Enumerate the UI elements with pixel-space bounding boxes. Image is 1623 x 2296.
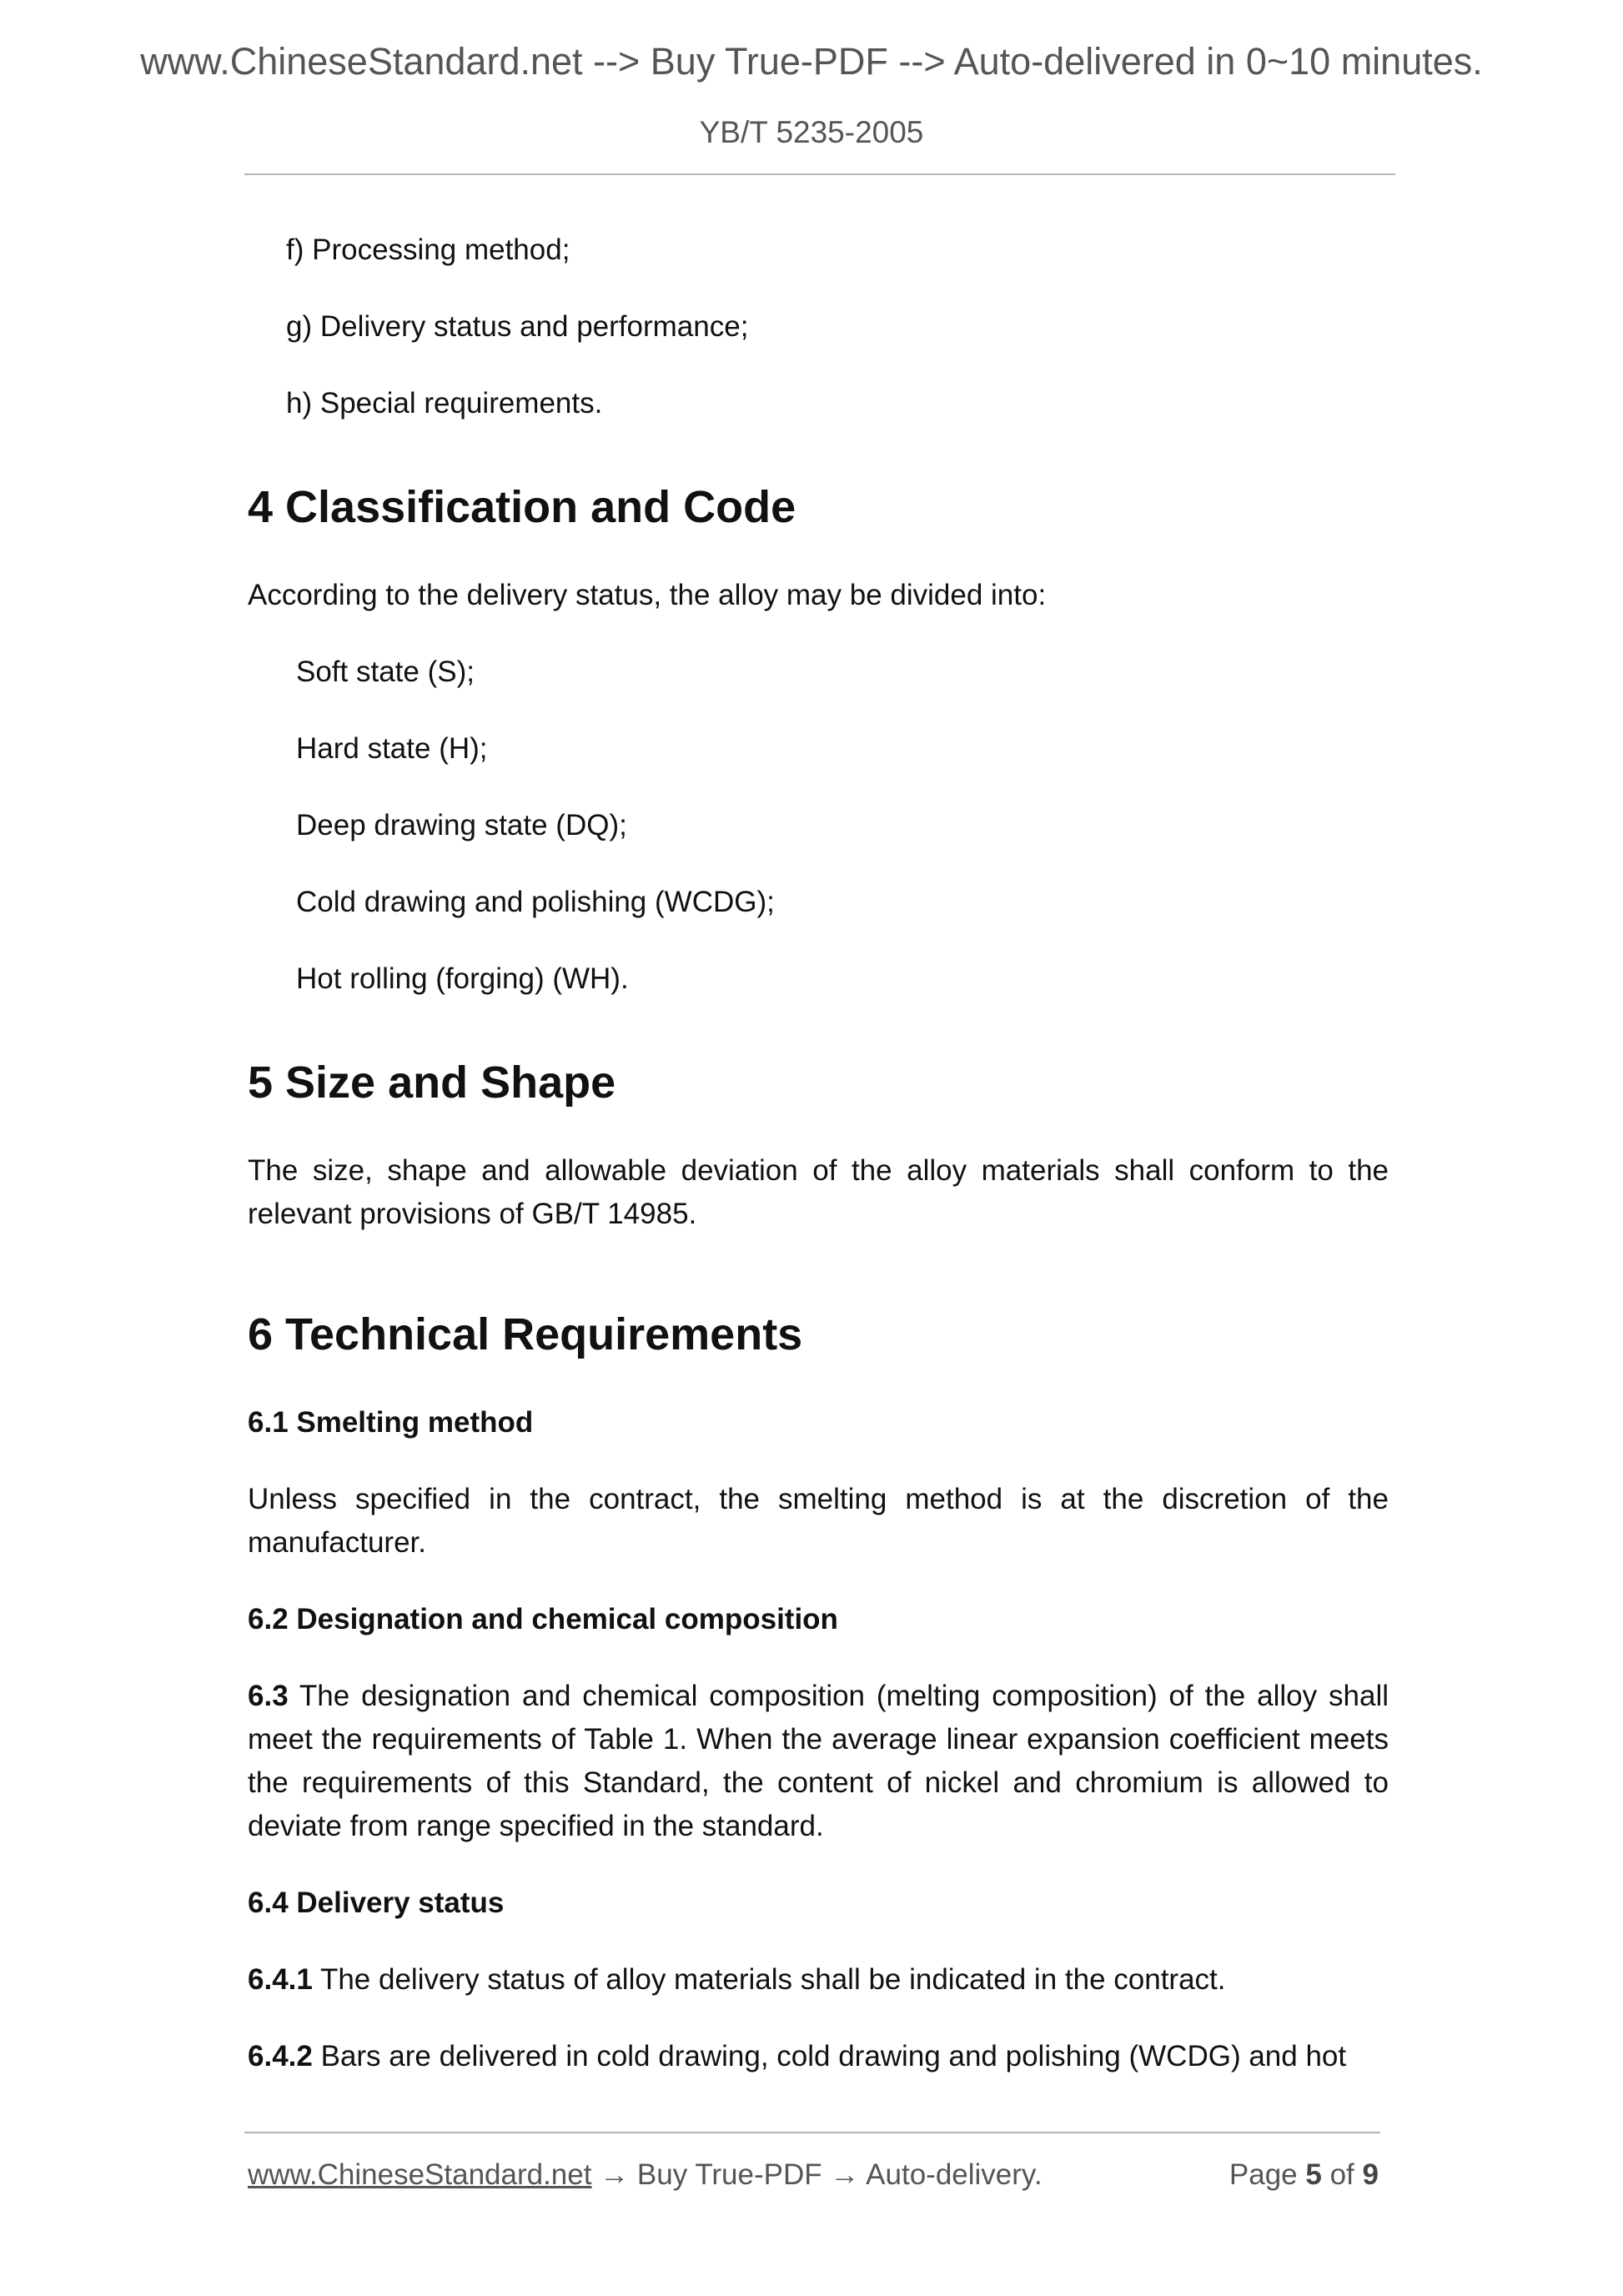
state-soft: Soft state (S); [296, 656, 475, 688]
list-item-f: f) Processing method; [286, 234, 570, 266]
footer-tagline: → Buy True-PDF → Auto-delivery. [591, 2158, 1043, 2191]
footer-divider [244, 2132, 1380, 2133]
page-label: Page [1229, 2158, 1298, 2191]
list-item-h: h) Special requirements. [286, 387, 603, 420]
page-footer [248, 2157, 1379, 2193]
standard-code: YB/T 5235-2005 [699, 115, 924, 149]
footer-site-link[interactable]: www.ChineseStandard.net [248, 2158, 592, 2191]
section-6-3-paragraph [248, 1675, 1389, 1848]
section-6-1-heading: 6.1 Smelting method [248, 1406, 534, 1439]
of-label: of [1329, 2158, 1354, 2191]
section-6-2-heading: 6.2 Designation and chemical composition [248, 1603, 838, 1635]
list-item-g: g) Delivery status and performance; [286, 310, 749, 343]
section-5-body: The size, shape and allowable deviation of the alloy materials shall conform to the relevant provisions of GB/T 14985. [248, 1154, 1389, 1230]
section-4-intro: According to the delivery status, the alloy may be divided into: [248, 579, 1047, 611]
header-divider [244, 173, 1395, 175]
section-6-4-2-body: Bars are delivered in cold drawing, cold drawing and polishing (WCDG) and hot [320, 2040, 1347, 2072]
section-6-4-heading: 6.4 Delivery status [248, 1887, 505, 1919]
section-6-3-body: The designation and chemical composition (melting composition) of the alloy shall meet the requirements of Table 1. When the average linear expansion coefficient meets the requirements of this Standard, the content of nickel and chromium is allowed to deviate from range specified in the standard. [248, 1680, 1389, 1842]
page-total: 9 [1362, 2158, 1379, 2191]
section-5-heading: 5 Size and Shape [248, 1058, 616, 1108]
section-6-4-1-number: 6.4.1 [248, 1963, 313, 1996]
site-banner: www.ChineseStandard.net --> Buy True-PDF --> Auto-delivered in 0~10 minutes. [140, 40, 1483, 83]
section-6-1-body: Unless specified in the contract, the smelting method is at the discretion of the manufacturer. [248, 1483, 1389, 1559]
section-6-4-1-paragraph [248, 1958, 1389, 2002]
section-6-4-2-paragraph [248, 2035, 1389, 2078]
page-indicator [1229, 2157, 1379, 2193]
state-hard: Hard state (H); [296, 732, 488, 765]
section-6-heading: 6 Technical Requirements [248, 1309, 803, 1359]
section-4-heading: 4 Classification and Code [248, 482, 796, 532]
section-6-3-number: 6.3 [248, 1680, 289, 1712]
page-current: 5 [1305, 2158, 1322, 2191]
state-deep-drawing: Deep drawing state (DQ); [296, 809, 627, 842]
state-cold-drawing-polishing: Cold drawing and polishing (WCDG); [296, 886, 775, 918]
section-6-4-2-number: 6.4.2 [248, 2040, 313, 2072]
state-hot-rolling: Hot rolling (forging) (WH). [296, 962, 629, 995]
section-6-4-1-body: The delivery status of alloy materials shall be indicated in the contract. [319, 1963, 1226, 1996]
document-body [248, 224, 1389, 2078]
